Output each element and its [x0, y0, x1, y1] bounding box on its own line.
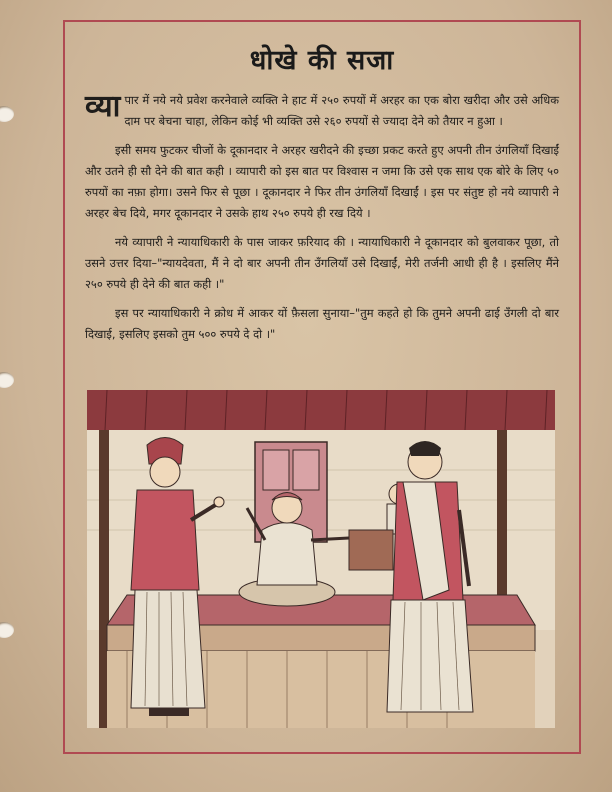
- binding-hole: [0, 622, 14, 638]
- paragraph-1-text: पार में नये नये प्रवेश करनेवाले व्यक्ति ने हाट में २५० रुपयों में अरहर का एक बोरा खरीदा और उसे अधिक दाम पर बेचना चाहा, लेकिन कोई भी व्यक्ति उसे २६० रुपयों से ज्यादा देने को तैयार न हुआ ।: [124, 93, 559, 128]
- binding-hole: [0, 106, 14, 122]
- paragraph-2: इसी समय फुटकर चीजों के दूकानदार ने अरहर खरीदने की इच्छा प्रकट करते हुए अपनी तीन उंगलियाँ दिखाईं और उतने ही सौ देने की बात कही । व्यापारी को इस बात पर विश्वास न जमा कि उसे एक साथ एक बोरे के लिए ५० रुपयों का नफ़ा होगा। उसने फिर से पूछा । दूकानदार ने फिर तीन उंगलियाँ दिखाईं । इस पर संतुष्ट हो नये व्यापारी ने अरहर बेच दिये, मगर दूकानदार ने उसके हाथ २५० रुपये ही रख दिये ।: [85, 143, 559, 220]
- paragraph-4: इस पर न्यायाधिकारी ने क्रोध में आकर यों फ़ैसला सुनाया–"तुम कहते हो कि तुमने अपनी ढाई उँगली दो बार दिखाई, इसलिए इसको तुम ५०० रुपये दे दो ।": [85, 306, 559, 341]
- drop-cap: व्या: [85, 89, 121, 124]
- market-court-scene: [87, 390, 555, 728]
- awning: [87, 390, 555, 430]
- paragraph-1: [85, 90, 559, 132]
- page-frame: [63, 20, 581, 754]
- story-title: धोखे की सजा: [249, 45, 395, 76]
- binding-hole: [0, 372, 14, 388]
- story-text: [85, 90, 559, 353]
- story-illustration: [87, 390, 555, 728]
- paragraph-3: नये व्यापारी ने न्यायाधिकारी के पास जाकर फ़रियाद की । न्यायाधिकारी ने दूकानदार को बुलवाकर पूछा, तो उसने उत्तर दिया–"न्यायदेवता, मैं ने दो बार अपनी तीन उँगलियाँ उसे दिखाईं, मेरी तर्जनी आधी ही है । इसलिए मैंने २५० रुपये ही देने की बात कही ।": [85, 235, 559, 291]
